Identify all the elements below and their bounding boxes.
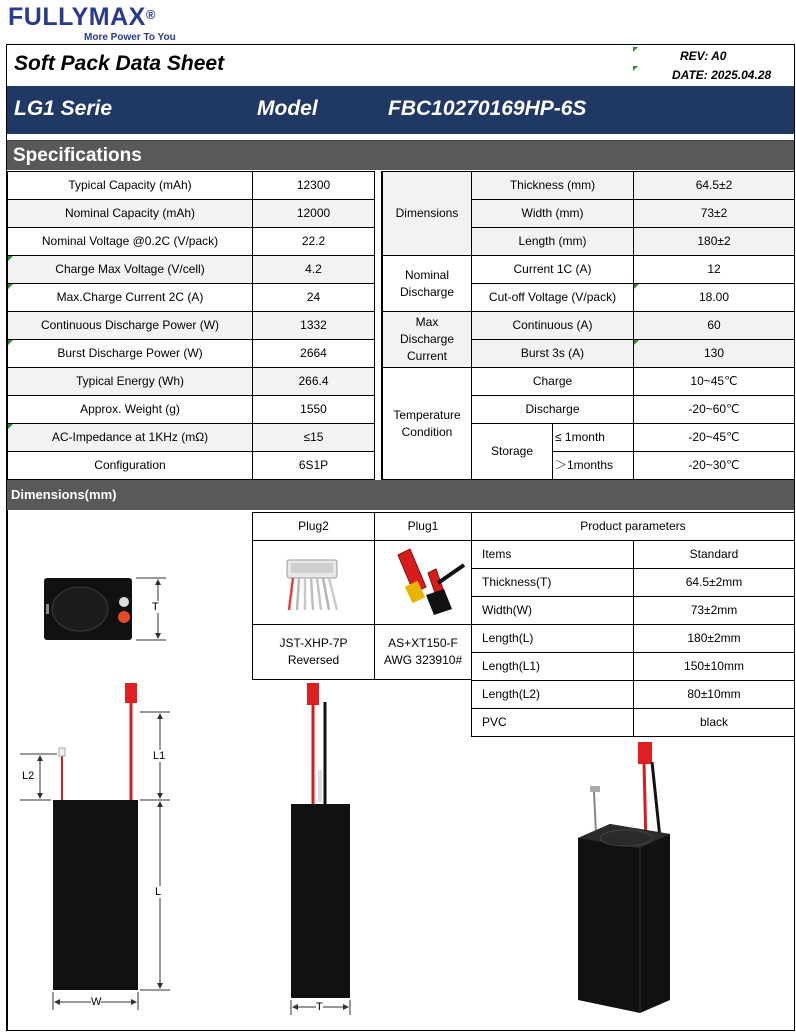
plug-name-line: AWG 323910#	[383, 653, 463, 667]
doc-title: Soft Pack Data Sheet	[14, 52, 225, 75]
param-value: 150±10mm	[633, 652, 795, 681]
plug1-name	[374, 624, 472, 680]
param-value: 180±2mm	[633, 624, 795, 653]
spec-value: 1550	[252, 395, 375, 424]
spec-value: -20~30℃	[633, 451, 795, 480]
plug2-name	[252, 624, 375, 680]
spec-value: 24	[252, 283, 375, 312]
param-item: Length(L1)	[471, 652, 634, 681]
spec-label: Current 1C (A)	[471, 255, 634, 284]
param-value: 64.5±2mm	[633, 568, 795, 597]
corner-marker	[8, 256, 13, 261]
plug-name-line: JST-XHP-7P	[279, 636, 348, 650]
spec-label: Length (mm)	[471, 227, 634, 256]
revision: REV: A0	[680, 49, 727, 63]
specifications-header	[7, 140, 794, 170]
battery-front-view-drawing	[15, 680, 185, 1020]
brand-tagline: More Power To You	[84, 32, 176, 43]
series-name: LG1 Serie	[14, 97, 113, 120]
param-item: Length(L2)	[471, 680, 634, 709]
group-temperature	[382, 367, 472, 480]
spec-value: 64.5±2	[633, 171, 795, 200]
model-banner	[7, 86, 794, 134]
corner-marker	[634, 284, 639, 289]
spec-value: 12300	[252, 171, 375, 200]
model-number: FBC10270169HP-6S	[388, 97, 587, 120]
group-label-line: Discharge	[399, 332, 455, 346]
spec-label: Nominal Capacity (mAh)	[7, 199, 253, 228]
param-item: Thickness(T)	[471, 568, 634, 597]
spec-label: Charge	[471, 367, 634, 396]
group-nominal-discharge	[382, 255, 472, 312]
spec-label: ≤ 1month	[552, 423, 634, 452]
spec-label: ＞1months	[552, 451, 634, 480]
spec-value: 6S1P	[252, 451, 375, 480]
param-item: Width(W)	[471, 596, 634, 625]
spec-value: 266.4	[252, 367, 375, 396]
spec-value: 10~45℃	[633, 367, 795, 396]
plug2-photo-cell	[252, 540, 375, 625]
spec-value: -20~45℃	[633, 423, 795, 452]
model-label: Model	[257, 97, 318, 120]
xt150-connector-image	[378, 543, 468, 623]
spec-label: Continuous (A)	[471, 311, 634, 340]
dim-label-l1: L1	[153, 750, 166, 762]
param-value: 73±2mm	[633, 596, 795, 625]
column-header-standard: Standard	[633, 540, 795, 569]
dim-label-t-end: T	[152, 601, 159, 613]
spec-value: 18.00	[633, 283, 795, 312]
spec-label: Typical Energy (Wh)	[7, 367, 253, 396]
spec-value: 73±2	[633, 199, 795, 228]
spec-value: 12000	[252, 199, 375, 228]
spec-label: Charge Max Voltage (V/cell)	[7, 255, 253, 284]
specifications-title: Specifications	[13, 145, 142, 166]
spec-value: 12	[633, 255, 795, 284]
dim-label-l2: L2	[22, 770, 35, 782]
corner-marker	[634, 340, 639, 345]
plug2-header: Plug2	[252, 512, 375, 541]
spec-label: Discharge	[471, 395, 634, 424]
spec-value: ≤15	[252, 423, 375, 452]
battery-side-view-drawing	[280, 680, 360, 1020]
battery-end-view-drawing	[40, 570, 170, 645]
plug1-header: Plug1	[374, 512, 472, 541]
spec-value: 4.2	[252, 255, 375, 284]
param-item: PVC	[471, 708, 634, 737]
dim-label-l: L	[155, 886, 162, 898]
spec-value: 2664	[252, 339, 375, 368]
spec-label: Cut-off Voltage (V/pack)	[471, 283, 634, 312]
spec-value: 130	[633, 339, 795, 368]
spec-label: Thickness (mm)	[471, 171, 634, 200]
battery-3d-photo	[570, 738, 680, 1013]
spec-value: 180±2	[633, 227, 795, 256]
plug1-photo-cell	[374, 540, 472, 625]
spec-label: Continuous Discharge Power (W)	[7, 311, 253, 340]
corner-marker	[633, 66, 638, 71]
spec-value: 1332	[252, 311, 375, 340]
corner-marker	[633, 47, 638, 52]
jst-connector-image	[279, 548, 349, 618]
brand-logo	[8, 4, 198, 44]
group-label-line: Current	[406, 349, 447, 363]
product-params-header: Product parameters	[471, 512, 795, 541]
group-label-line: Max	[415, 315, 439, 329]
spec-label: Configuration	[7, 451, 253, 480]
dimensions-header	[7, 480, 794, 510]
spec-label: Approx. Weight (g)	[7, 395, 253, 424]
spec-label: Burst 3s (A)	[471, 339, 634, 368]
spec-label: Typical Capacity (mAh)	[7, 171, 253, 200]
spec-label: Max.Charge Current 2C (A)	[7, 283, 253, 312]
group-label-line: Temperature	[393, 407, 461, 422]
group-max-discharge	[382, 311, 472, 368]
spec-value: -20~60℃	[633, 395, 795, 424]
plug-name-line: Reversed	[287, 653, 340, 667]
dimensions-title: Dimensions(mm)	[11, 487, 117, 502]
param-value: 80±10mm	[633, 680, 795, 709]
dim-label-w: W	[91, 996, 102, 1008]
registered-mark: ®	[145, 7, 156, 22]
brand-name: FULLYMAX	[8, 3, 146, 31]
table-divider	[374, 171, 375, 480]
spec-label: AC-Impedance at 1KHz (mΩ)	[7, 423, 253, 452]
spec-label: Burst Discharge Power (W)	[7, 339, 253, 368]
group-label-line: Condition	[401, 424, 453, 439]
corner-marker	[8, 284, 13, 289]
spec-value: 22.2	[252, 227, 375, 256]
spec-label: Nominal Voltage @0.2C (V/pack)	[7, 227, 253, 256]
corner-marker	[8, 424, 13, 429]
dim-label-t-side: T	[316, 1001, 323, 1013]
plug-name-line: AS+XT150-F	[388, 636, 458, 650]
frame-edge	[7, 510, 8, 1031]
storage-label: Storage	[471, 423, 553, 480]
column-header-items: Items	[471, 540, 634, 569]
corner-marker	[8, 340, 13, 345]
param-item: Length(L)	[471, 624, 634, 653]
spec-label: Width (mm)	[471, 199, 634, 228]
group-label-line: Discharge	[399, 284, 455, 299]
spec-value: 60	[633, 311, 795, 340]
date: DATE: 2025.04.28	[672, 68, 772, 82]
group-dimensions: Dimensions	[382, 171, 472, 256]
param-value: black	[633, 708, 795, 737]
group-label-line: Nominal	[404, 267, 449, 282]
